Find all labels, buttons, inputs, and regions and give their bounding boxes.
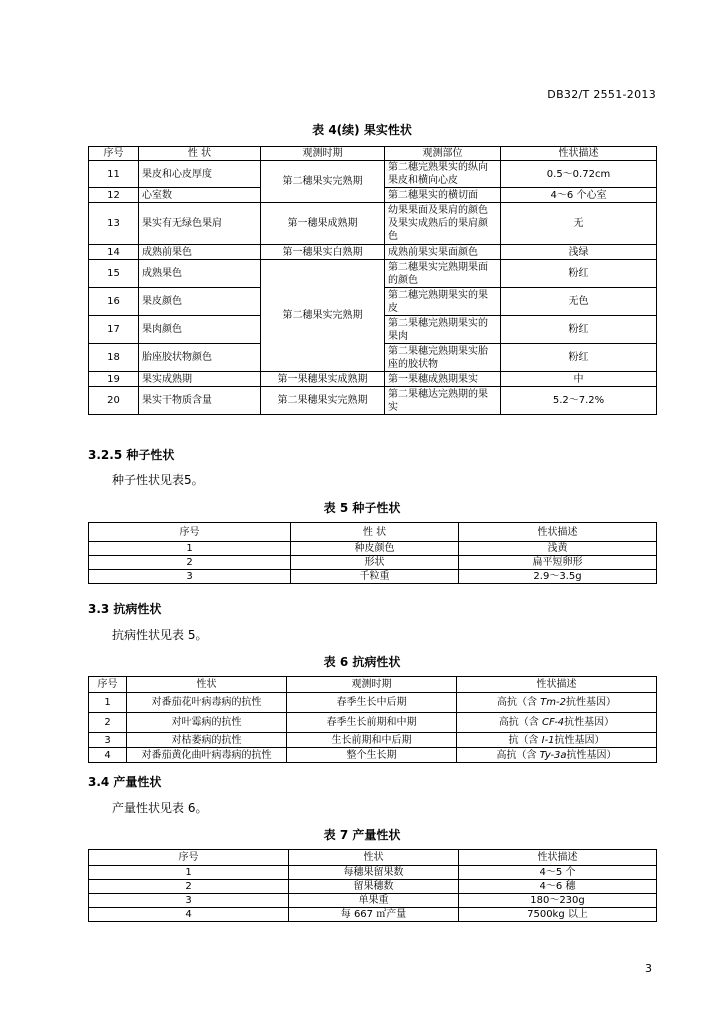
cell-no: 3 xyxy=(89,894,289,908)
cell-period: 春季生长前期和中期 xyxy=(287,713,457,733)
cell-no: 3 xyxy=(89,733,127,748)
table-row xyxy=(89,894,657,908)
cell-trait: 心室数 xyxy=(139,188,261,203)
section-heading-3-2-5: 3.2.5 种子性状 xyxy=(88,448,175,462)
cell-period: 第一穗果实白熟期 xyxy=(261,245,385,260)
col-header-no: 序号 xyxy=(89,850,289,866)
table-header-row xyxy=(89,677,657,693)
gene-name: Tm-2 xyxy=(540,697,566,708)
col-header-period: 观测时期 xyxy=(287,677,457,693)
table7-caption: 表 7 产量性状 xyxy=(323,828,401,842)
cell-trait: 种皮颜色 xyxy=(291,542,459,556)
cell-desc: 高抗（含 Ty-3a抗性基因） xyxy=(457,748,657,763)
table-row xyxy=(89,387,657,415)
col-header-part: 观测部位 xyxy=(385,147,501,161)
table4-fruit-traits xyxy=(88,146,657,415)
col-header-trait: 性 状 xyxy=(291,523,459,542)
cell-no: 11 xyxy=(89,161,139,188)
cell-trait: 果实成熟期 xyxy=(139,372,261,387)
cell-trait: 果实有无绿色果肩 xyxy=(139,203,261,245)
table-row xyxy=(89,748,657,763)
col-header-period: 观测时期 xyxy=(261,147,385,161)
cell-part: 第二果穗完熟期果实的果肉 xyxy=(385,316,501,344)
cell-desc: 5.2～7.2% xyxy=(501,387,657,415)
cell-desc: 180～230g xyxy=(459,894,657,908)
cell-desc: 7500kg 以上 xyxy=(459,908,657,922)
cell-part: 成熟前果实果面颜色 xyxy=(385,245,501,260)
cell-period: 整个生长期 xyxy=(287,748,457,763)
cell-part: 第二穗果实的横切面 xyxy=(385,188,501,203)
table5-caption: 表 5 种子性状 xyxy=(323,501,401,515)
cell-trait: 果肉颜色 xyxy=(139,316,261,344)
cell-no: 2 xyxy=(89,880,289,894)
cell-no: 2 xyxy=(89,556,291,570)
cell-desc: 中 xyxy=(501,372,657,387)
table-row xyxy=(89,372,657,387)
cell-part: 幼果果面及果肩的颜色及果实成熟后的果肩颜色 xyxy=(385,203,501,245)
cell-desc: 4～6 个心室 xyxy=(501,188,657,203)
cell-part: 第二果穗完熟期果实胎座的胶状物 xyxy=(385,344,501,372)
cell-desc: 高抗（含 CF-4抗性基因） xyxy=(457,713,657,733)
cell-trait: 留果穗数 xyxy=(289,880,459,894)
cell-trait: 胎座胶状物颜色 xyxy=(139,344,261,372)
table-row xyxy=(89,245,657,260)
cell-part: 第一果穗成熟期果实 xyxy=(385,372,501,387)
section-heading-3-4: 3.4 产量性状 xyxy=(88,775,162,789)
cell-trait: 形状 xyxy=(291,556,459,570)
cell-period: 生长前期和中后期 xyxy=(287,733,457,748)
table7-yield-traits xyxy=(88,849,657,922)
col-header-trait: 性状 xyxy=(127,677,287,693)
col-header-desc: 性状描述 xyxy=(459,850,657,866)
cell-no: 14 xyxy=(89,245,139,260)
document-code: DB32/T 2551-2013 xyxy=(547,88,656,101)
cell-no: 12 xyxy=(89,188,139,203)
table-row xyxy=(89,542,657,556)
cell-trait: 成熟果色 xyxy=(139,260,261,288)
cell-desc: 粉红 xyxy=(501,344,657,372)
col-header-desc: 性状描述 xyxy=(501,147,657,161)
cell-trait: 千粒重 xyxy=(291,570,459,584)
table-row xyxy=(89,556,657,570)
col-header-desc: 性状描述 xyxy=(457,677,657,693)
cell-part: 第二穗完熟果实的纵向果皮和横向心皮 xyxy=(385,161,501,188)
table-row xyxy=(89,908,657,922)
cell-trait: 成熟前果色 xyxy=(139,245,261,260)
cell-trait: 果皮颜色 xyxy=(139,288,261,316)
table-row xyxy=(89,203,657,245)
cell-no: 1 xyxy=(89,866,289,880)
table6-disease-resistance xyxy=(88,676,657,763)
cell-desc: 粉红 xyxy=(501,316,657,344)
cell-trait: 果实干物质含量 xyxy=(139,387,261,415)
table-row xyxy=(89,693,657,713)
cell-trait: 对叶霉病的抗性 xyxy=(127,713,287,733)
col-header-desc: 性状描述 xyxy=(459,523,657,542)
gene-name: CF-4 xyxy=(542,717,565,728)
cell-no: 17 xyxy=(89,316,139,344)
cell-no: 4 xyxy=(89,908,289,922)
table5-seed-traits xyxy=(88,522,657,584)
section-heading-3-3: 3.3 抗病性状 xyxy=(88,602,162,616)
cell-no: 20 xyxy=(89,387,139,415)
table-header-row xyxy=(89,850,657,866)
cell-trait: 对枯萎病的抗性 xyxy=(127,733,287,748)
cell-desc: 高抗（含 Tm-2抗性基因） xyxy=(457,693,657,713)
cell-desc: 浅黄 xyxy=(459,542,657,556)
cell-period: 第二穗果实完熟期 xyxy=(261,260,385,372)
cell-desc: 扁平短卵形 xyxy=(459,556,657,570)
gene-name: I-1 xyxy=(541,734,555,746)
page-number: 3 xyxy=(645,962,652,975)
gene-name: Ty-3a xyxy=(539,749,567,761)
cell-period: 春季生长中后期 xyxy=(287,693,457,713)
cell-trait: 果皮和心皮厚度 xyxy=(139,161,261,188)
cell-part: 第二穗完熟期果实的果皮 xyxy=(385,288,501,316)
cell-no: 1 xyxy=(89,693,127,713)
cell-desc: 浅绿 xyxy=(501,245,657,260)
cell-desc: 无色 xyxy=(501,288,657,316)
cell-part: 第二果穗达完熟期的果实 xyxy=(385,387,501,415)
cell-no: 13 xyxy=(89,203,139,245)
col-header-no: 序号 xyxy=(89,147,139,161)
cell-period: 第一果穗果实成熟期 xyxy=(261,372,385,387)
col-header-no: 序号 xyxy=(89,677,127,693)
cell-trait: 每 667 ㎡产量 xyxy=(289,908,459,922)
cell-trait: 对番茄黄化曲叶病毒病的抗性 xyxy=(127,748,287,763)
table-row xyxy=(89,866,657,880)
table-row xyxy=(89,880,657,894)
table-row xyxy=(89,733,657,748)
col-header-trait: 性状 xyxy=(289,850,459,866)
cell-desc: 0.5～0.72cm xyxy=(501,161,657,188)
table6-caption: 表 6 抗病性状 xyxy=(323,655,401,669)
table-row xyxy=(89,260,657,288)
cell-no: 19 xyxy=(89,372,139,387)
cell-trait: 对番茄花叶病毒病的抗性 xyxy=(127,693,287,713)
table-header-row xyxy=(89,523,657,542)
cell-desc: 4～6 穗 xyxy=(459,880,657,894)
cell-desc: 无 xyxy=(501,203,657,245)
cell-period: 第二果穗果实完熟期 xyxy=(261,387,385,415)
table-header-row xyxy=(89,147,657,161)
table4-caption: 表 4(续) 果实性状 xyxy=(312,123,412,137)
cell-period: 第二穗果实完熟期 xyxy=(261,161,385,203)
cell-no: 2 xyxy=(89,713,127,733)
cell-desc: 4～5 个 xyxy=(459,866,657,880)
table-row xyxy=(89,713,657,733)
section-paragraph-3-2-5: 种子性状见表5。 xyxy=(112,473,204,487)
cell-trait: 每穗果留果数 xyxy=(289,866,459,880)
cell-no: 18 xyxy=(89,344,139,372)
col-header-trait: 性 状 xyxy=(139,147,261,161)
cell-period: 第一穗果成熟期 xyxy=(261,203,385,245)
cell-trait: 单果重 xyxy=(289,894,459,908)
cell-no: 15 xyxy=(89,260,139,288)
table-row xyxy=(89,161,657,188)
section-paragraph-3-3: 抗病性状见表 5。 xyxy=(112,628,208,642)
col-header-no: 序号 xyxy=(89,523,291,542)
cell-desc: 抗（含 I-1抗性基因） xyxy=(457,733,657,748)
cell-desc: 2.9～3.5g xyxy=(459,570,657,584)
cell-no: 4 xyxy=(89,748,127,763)
cell-no: 1 xyxy=(89,542,291,556)
cell-part: 第二穗果实完熟期果面的颜色 xyxy=(385,260,501,288)
cell-no: 3 xyxy=(89,570,291,584)
table-row xyxy=(89,570,657,584)
section-paragraph-3-4: 产量性状见表 6。 xyxy=(112,801,208,815)
cell-no: 16 xyxy=(89,288,139,316)
cell-desc: 粉红 xyxy=(501,260,657,288)
